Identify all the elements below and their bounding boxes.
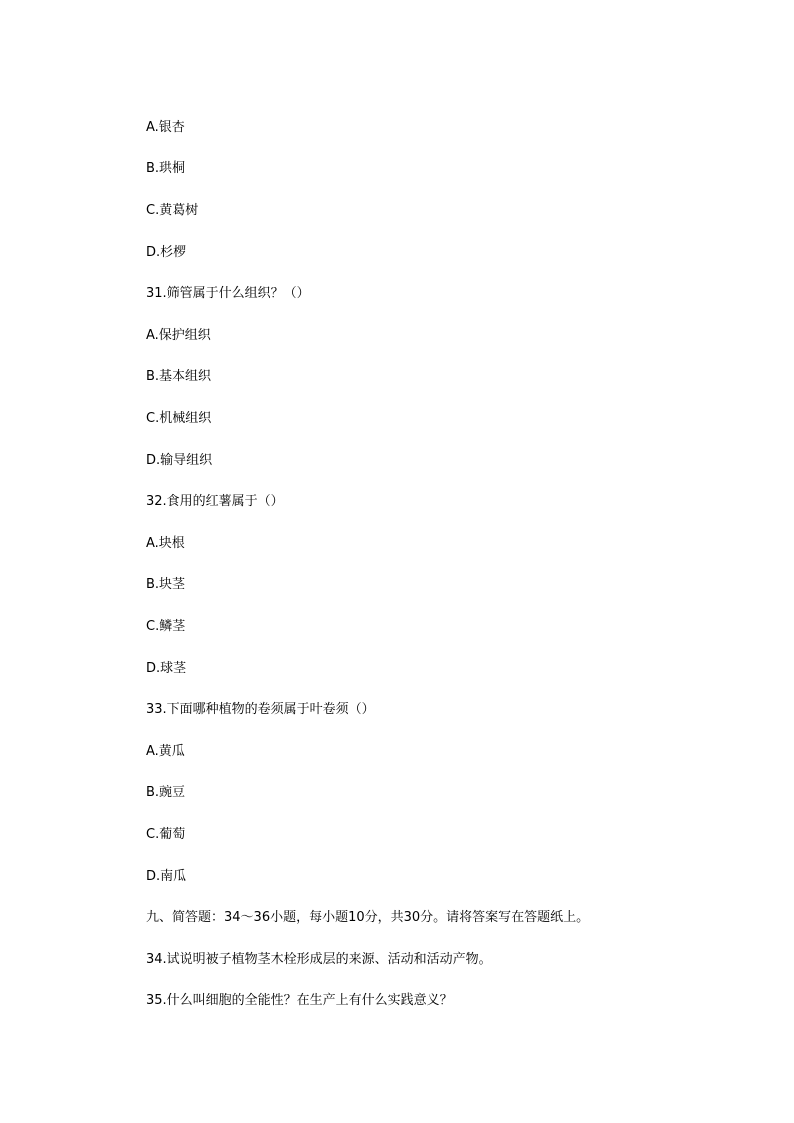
option-c-q33: C.葡萄	[146, 827, 186, 842]
option-a-q31: A.保护组织	[146, 328, 211, 343]
option-b-q31: B.基本组织	[146, 369, 212, 384]
question-32: 32.食用的红薯属于（）	[146, 494, 284, 509]
option-d-q30: D.杉椤	[146, 245, 187, 260]
option-a-q30: A.银杏	[146, 120, 185, 135]
option-a-q33: A.黄瓜	[146, 744, 185, 759]
option-c-q32: C.鳞茎	[146, 619, 186, 634]
option-b-q32: B.块茎	[146, 577, 186, 592]
question-33: 33.下面哪种植物的卷须属于叶卷须（）	[146, 702, 375, 717]
question-31: 31.筛管属于什么组织？（）	[146, 286, 310, 301]
option-d-q33: D.南瓜	[146, 869, 187, 884]
option-c-q30: C.黄葛树	[146, 203, 199, 218]
option-d-q31: D.输导组织	[146, 453, 213, 468]
option-c-q31: C.机械组织	[146, 411, 212, 426]
option-b-q33: B.豌豆	[146, 785, 186, 800]
option-d-q32: D.球茎	[146, 661, 187, 676]
question-34: 34.试说明被子植物茎木栓形成层的来源、活动和活动产物。	[146, 952, 492, 967]
option-a-q32: A.块根	[146, 536, 185, 551]
option-b-q30: B.珙桐	[146, 161, 186, 176]
section-heading-short-answer: 九、简答题：34～36小题，每小题10分，共30分。请将答案写在答题纸上。	[146, 910, 590, 925]
question-35: 35.什么叫细胞的全能性？在生产上有什么实践意义？	[146, 993, 453, 1008]
